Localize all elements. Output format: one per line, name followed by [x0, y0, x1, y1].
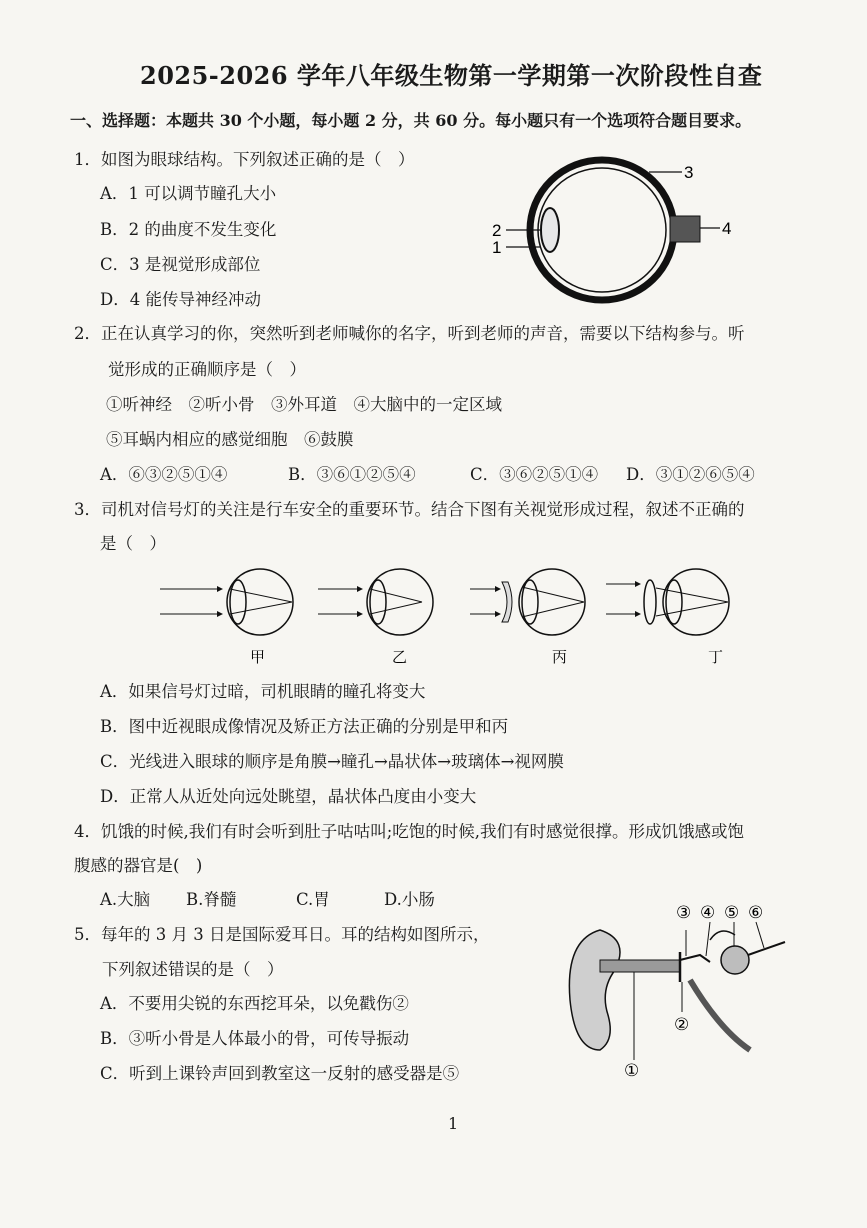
label-circled-2: ② — [674, 1015, 690, 1034]
q1-option-a: A．1 可以调节瞳孔大小 — [100, 184, 277, 203]
q3-option-b: B．图中近视眼成像情况及矫正方法正确的分别是甲和丙 — [100, 717, 509, 736]
q1-option-b: B．2 的曲度不发生变化 — [100, 220, 277, 239]
label-circled-4: ④ — [700, 903, 716, 922]
convex-lens — [644, 580, 656, 624]
q3-option-d: D．正常人从近处向远处眺望，晶状体凸度由小变大 — [100, 787, 477, 806]
q3-stem-line2: 是（ ） — [100, 534, 166, 553]
section-heading: 一、选择题：本题共 30 个小题，每小题 2 分，共 60 分。每小题只有一个选项符合题目要求。 — [70, 111, 752, 130]
q5-stem-line1: 5．每年的 3 月 3 日是国际爱耳日。耳的结构如图所示， — [74, 925, 490, 944]
lens — [541, 208, 559, 252]
q2-option-a: A．⑥③②⑤①④ — [100, 465, 228, 484]
label-3: 3 — [684, 163, 694, 182]
q4-option-d: D.小肠 — [384, 890, 435, 909]
q2-option-c: C．③⑥②⑤①④ — [470, 465, 599, 484]
q1-option-c: C．3 是视觉形成部位 — [100, 255, 261, 274]
q4-option-c: C.胃 — [296, 890, 330, 909]
eyeball-diagram — [484, 150, 744, 320]
label-4: 4 — [722, 219, 732, 238]
q5-stem-line2: 下列叙述错误的是（ ） — [102, 960, 284, 979]
ear-canal — [600, 960, 680, 972]
q3-option-c: C．光线进入眼球的顺序是角膜→瞳孔→晶状体→玻璃体→视网膜 — [100, 752, 564, 771]
q4-stem-line2: 腹感的器官是( ) — [74, 856, 203, 875]
q2-stem-line2: 觉形成的正确顺序是（ ） — [108, 360, 306, 379]
q3-option-a: A．如果信号灯过暗，司机眼睛的瞳孔将变大 — [100, 682, 426, 701]
label-2: 2 — [492, 221, 502, 240]
q4-stem-line1: 4．饥饿的时候,我们有时会听到肚子咕咕叫;吃饱的时候,我们有时感觉很撑。形成饥饿感或饱 — [74, 822, 745, 841]
eye-diagram-bing — [470, 569, 585, 666]
auditory-nerve — [748, 942, 785, 955]
label-circled-6: ⑥ — [748, 903, 764, 922]
q1-option-d: D．4 能传导神经冲动 — [100, 290, 261, 309]
label-1: 1 — [492, 238, 502, 257]
q2-option-b: B．③⑥①②⑤④ — [288, 465, 416, 484]
page-title: 2025-2026 学年八年级生物第一学期第一次阶段性自查 — [140, 61, 763, 90]
concave-lens — [502, 582, 512, 622]
label-yi: 乙 — [392, 649, 408, 666]
q2-items-line2: ⑤耳蜗内相应的感觉细胞 ⑥鼓膜 — [106, 430, 354, 449]
ossicles — [680, 955, 710, 962]
label-ding: 丁 — [708, 649, 724, 666]
q1-stem: 1．如图为眼球结构。下列叙述正确的是（ ） — [74, 150, 415, 169]
q2-option-d: D．③①②⑥⑤④ — [626, 465, 755, 484]
ear-diagram — [560, 900, 790, 1085]
q3-stem-line1: 3．司机对信号灯的关注是行车安全的重要环节。结合下图有关视觉形成过程，叙述不正确的 — [74, 500, 745, 519]
label-bing: 丙 — [552, 649, 568, 666]
q5-option-c: C．听到上课铃声回到教室这一反射的感受器是⑤ — [100, 1064, 460, 1083]
q4-option-b: B.脊髓 — [186, 890, 237, 909]
eye-diagram-jia — [160, 569, 293, 666]
eye-diagram-ding — [606, 569, 729, 666]
q2-items-line1: ①听神经 ②听小骨 ③外耳道 ④大脑中的一定区域 — [106, 395, 502, 414]
vision-diagrams — [160, 562, 760, 674]
q2-stem-line1: 2．正在认真学习的你，突然听到老师喊你的名字，听到老师的声音，需要以下结构参与。听 — [74, 324, 745, 343]
label-circled-1: ① — [624, 1061, 640, 1080]
q5-option-a: A．不要用尖锐的东西挖耳朵，以免戳伤② — [100, 994, 409, 1013]
outer-ear — [569, 930, 620, 1050]
q5-option-b: B．③听小骨是人体最小的骨，可传导振动 — [100, 1029, 410, 1048]
q4-option-a: A.大脑 — [100, 890, 151, 909]
eye-diagram-yi — [318, 569, 433, 666]
cochlea — [721, 946, 749, 974]
optic-nerve — [670, 216, 700, 242]
label-circled-5: ⑤ — [724, 903, 740, 922]
page-number: 1 — [448, 1114, 459, 1133]
label-jia: 甲 — [250, 649, 266, 666]
label-circled-3: ③ — [676, 903, 692, 922]
